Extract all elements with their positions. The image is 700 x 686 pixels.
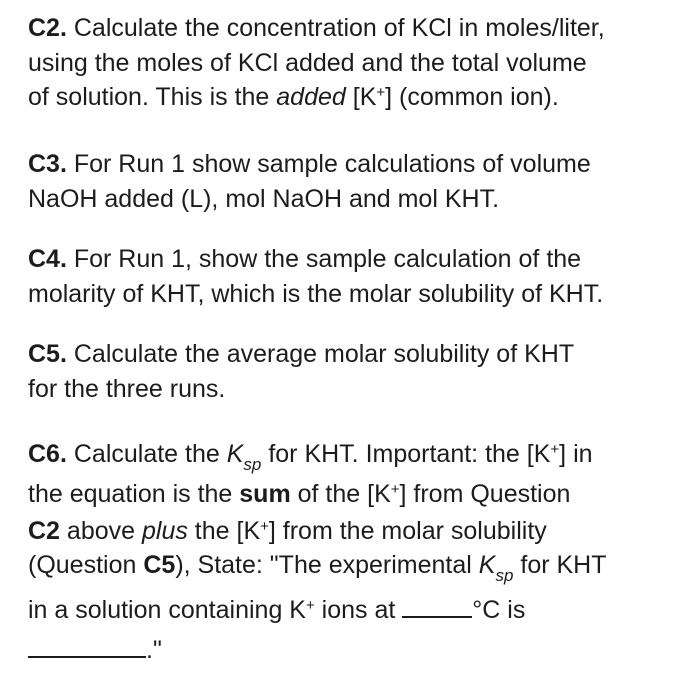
c6-plus-italic: plus [141, 517, 188, 545]
c6-line-4 [28, 548, 682, 585]
ksp-symbol: K [226, 440, 244, 468]
c5-line-1 [28, 337, 682, 372]
c6-text-5a: in a solution containing K [28, 596, 306, 624]
question-c5 [28, 337, 682, 406]
c3-line-1 [28, 147, 682, 182]
c3-line-2: NaOH added (L), mol NaOH and mol KHT. [28, 184, 500, 213]
c2-text-3c: [K [345, 83, 377, 111]
c6-line-3 [28, 514, 682, 548]
c6-text-4a: (Question [28, 551, 144, 579]
c6-c2-bold: C2 [28, 517, 60, 545]
c6-line-2 [28, 474, 682, 514]
c6-text-3e: ] from the molar solubility [268, 517, 547, 545]
c6-label: C6. [28, 440, 67, 468]
c6-text-2a: the equation is the [28, 480, 240, 508]
c5-label: C5. [28, 340, 67, 368]
c6-text-1c: ] in [559, 440, 593, 468]
c6-text-1b: for KHT. Important: the [K [261, 440, 551, 468]
question-c2 [28, 11, 682, 115]
c4-text-1: For Run 1, show the sample calculation of the [73, 245, 582, 273]
c6-text-1a: Calculate the [73, 440, 227, 468]
c3-label: C3. [28, 150, 67, 178]
c2-label: C2. [28, 14, 67, 42]
c6-closing-quote: ." [146, 636, 162, 664]
ksp-subscript: sp [243, 455, 262, 474]
c4-line-1 [28, 242, 682, 277]
temperature-blank[interactable] [402, 614, 472, 618]
c6-text-5b: ions at [314, 596, 403, 624]
c6-line-5 [28, 590, 682, 630]
c2-line-3 [28, 80, 682, 115]
ksp-subscript-2: sp [495, 566, 514, 585]
c6-text-4c: ), State: "The experimental [175, 551, 479, 579]
c6-plus-superscript-3: + [260, 517, 269, 535]
c2-added-italic: added [276, 83, 346, 111]
c6-c5-bold: C5 [143, 551, 176, 579]
c6-text-5c: °C is [472, 596, 526, 624]
c2-text-3e: ] (common ion). [385, 83, 559, 111]
c2-plus-superscript: + [376, 83, 386, 101]
question-c3 [28, 147, 682, 216]
c2-line-2: using the moles of KCl added and the total volume [28, 48, 587, 77]
c6-sum-bold: sum [239, 480, 291, 508]
c2-text-1: Calculate the concentration of KCl in moles/liter, [73, 14, 605, 42]
c5-text-1: Calculate the average molar solubility of KHT [73, 340, 575, 368]
c6-text-2c: of the [K [290, 480, 391, 508]
c4-label: C4. [28, 245, 67, 273]
c6-plus-superscript-4: + [305, 596, 315, 614]
c6-text-4d: for KHT [513, 551, 607, 579]
c2-line-1 [28, 11, 682, 46]
c6-line-1 [28, 434, 682, 474]
c6-plus-superscript-2: + [390, 480, 400, 498]
c5-line-2: for the three runs. [28, 374, 226, 403]
ksp-answer-blank[interactable] [28, 654, 146, 658]
c6-text-3d: the [K [187, 517, 261, 545]
question-c4 [28, 242, 682, 311]
ksp-symbol-2: K [478, 551, 496, 579]
c2-text-3a: of solution. This is the [28, 83, 277, 111]
c6-plus-superscript-1: + [550, 440, 560, 458]
c6-text-2d: ] from Question [399, 480, 571, 508]
c6-text-3b: above [59, 517, 142, 545]
question-c6 [28, 434, 682, 670]
c4-line-2: molarity of KHT, which is the molar solubility of KHT. [28, 279, 604, 308]
c6-line-6 [28, 630, 682, 670]
c3-text-1: For Run 1 show sample calculations of volume [73, 150, 591, 178]
